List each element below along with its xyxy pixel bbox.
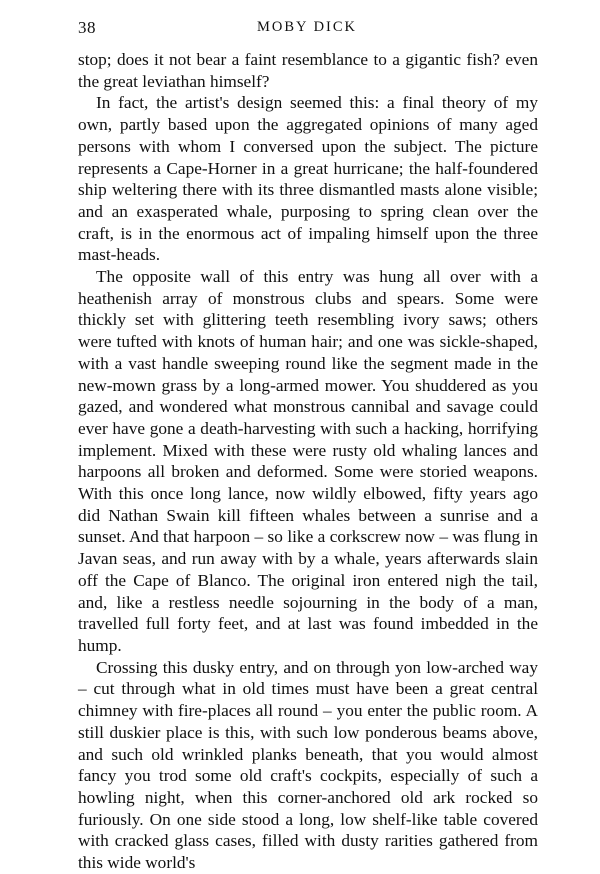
- body-text: [78, 49, 538, 874]
- paragraph-artist-design: In fact, the artist's design seemed this: a final theory of my own, partly based upon the aggregated opinions of many aged persons with whom I conversed upon the subject. The picture represents a Cape-Horner in a great hurricane; the half-foundered ship weltering there with its three dismantled masts alone visible; and an exasperated whale, purposing to spring clean over the craft, is in the enormous act of impaling himself upon the three mast-heads.: [78, 93, 538, 265]
- page-number: 38: [78, 18, 96, 37]
- paragraph-dusky-entry: Crossing this dusky entry, and on through yon low-arched way – cut through what in old times must have been a great central chimney with fire-places all round – you enter the public room. A still duskier place is this, with such low ponderous beams above, and such old wrinkled planks beneath, that you would almost fancy you trod some old craft's cockpits, especially of such a howling night, when this corner-anchored old ark rocked so furiously. On one side stood a long, low shelf-like table covered with cracked glass cases, filled with dusty rarities gathered from this wide world's: [78, 657, 538, 873]
- paragraph-continuation: stop; does it not bear a faint resemblance to a gigantic fish? even the great leviathan himself?: [78, 50, 538, 91]
- running-head: [78, 18, 536, 44]
- paragraph-opposite-wall: The opposite wall of this entry was hung all over with a heathenish array of monstrous clubs and spears. Some were thickly set with glittering teeth resembling ivory saws; others were tufted with knots of human hair; and one was sickle-shaped, with a vast handle sweeping round like the segment made in the new-mown grass by a long-armed mower. You shuddered as you gazed, and wondered what monstrous cannibal and savage could ever have gone a death-harvesting with such a hacking, horrifying implement. Mixed with these were rusty old whaling lances and harpoons all broken and deformed. Some were storied weapons. With this once long lance, now wildly elbowed, fifty years ago did Nathan Swain kill fifteen whales between a sunrise and a sunset. And that harpoon – so like a corkscrew now – was flung in Javan seas, and run away with by a whale, years afterwards slain off the Cape of Blanco. The original iron entered nigh the tail, and, like a restless needle sojourning in the body of a man, travelled full forty feet, and at last was found imbedded in the hump.: [78, 267, 538, 655]
- book-title: MOBY DICK: [256, 19, 358, 35]
